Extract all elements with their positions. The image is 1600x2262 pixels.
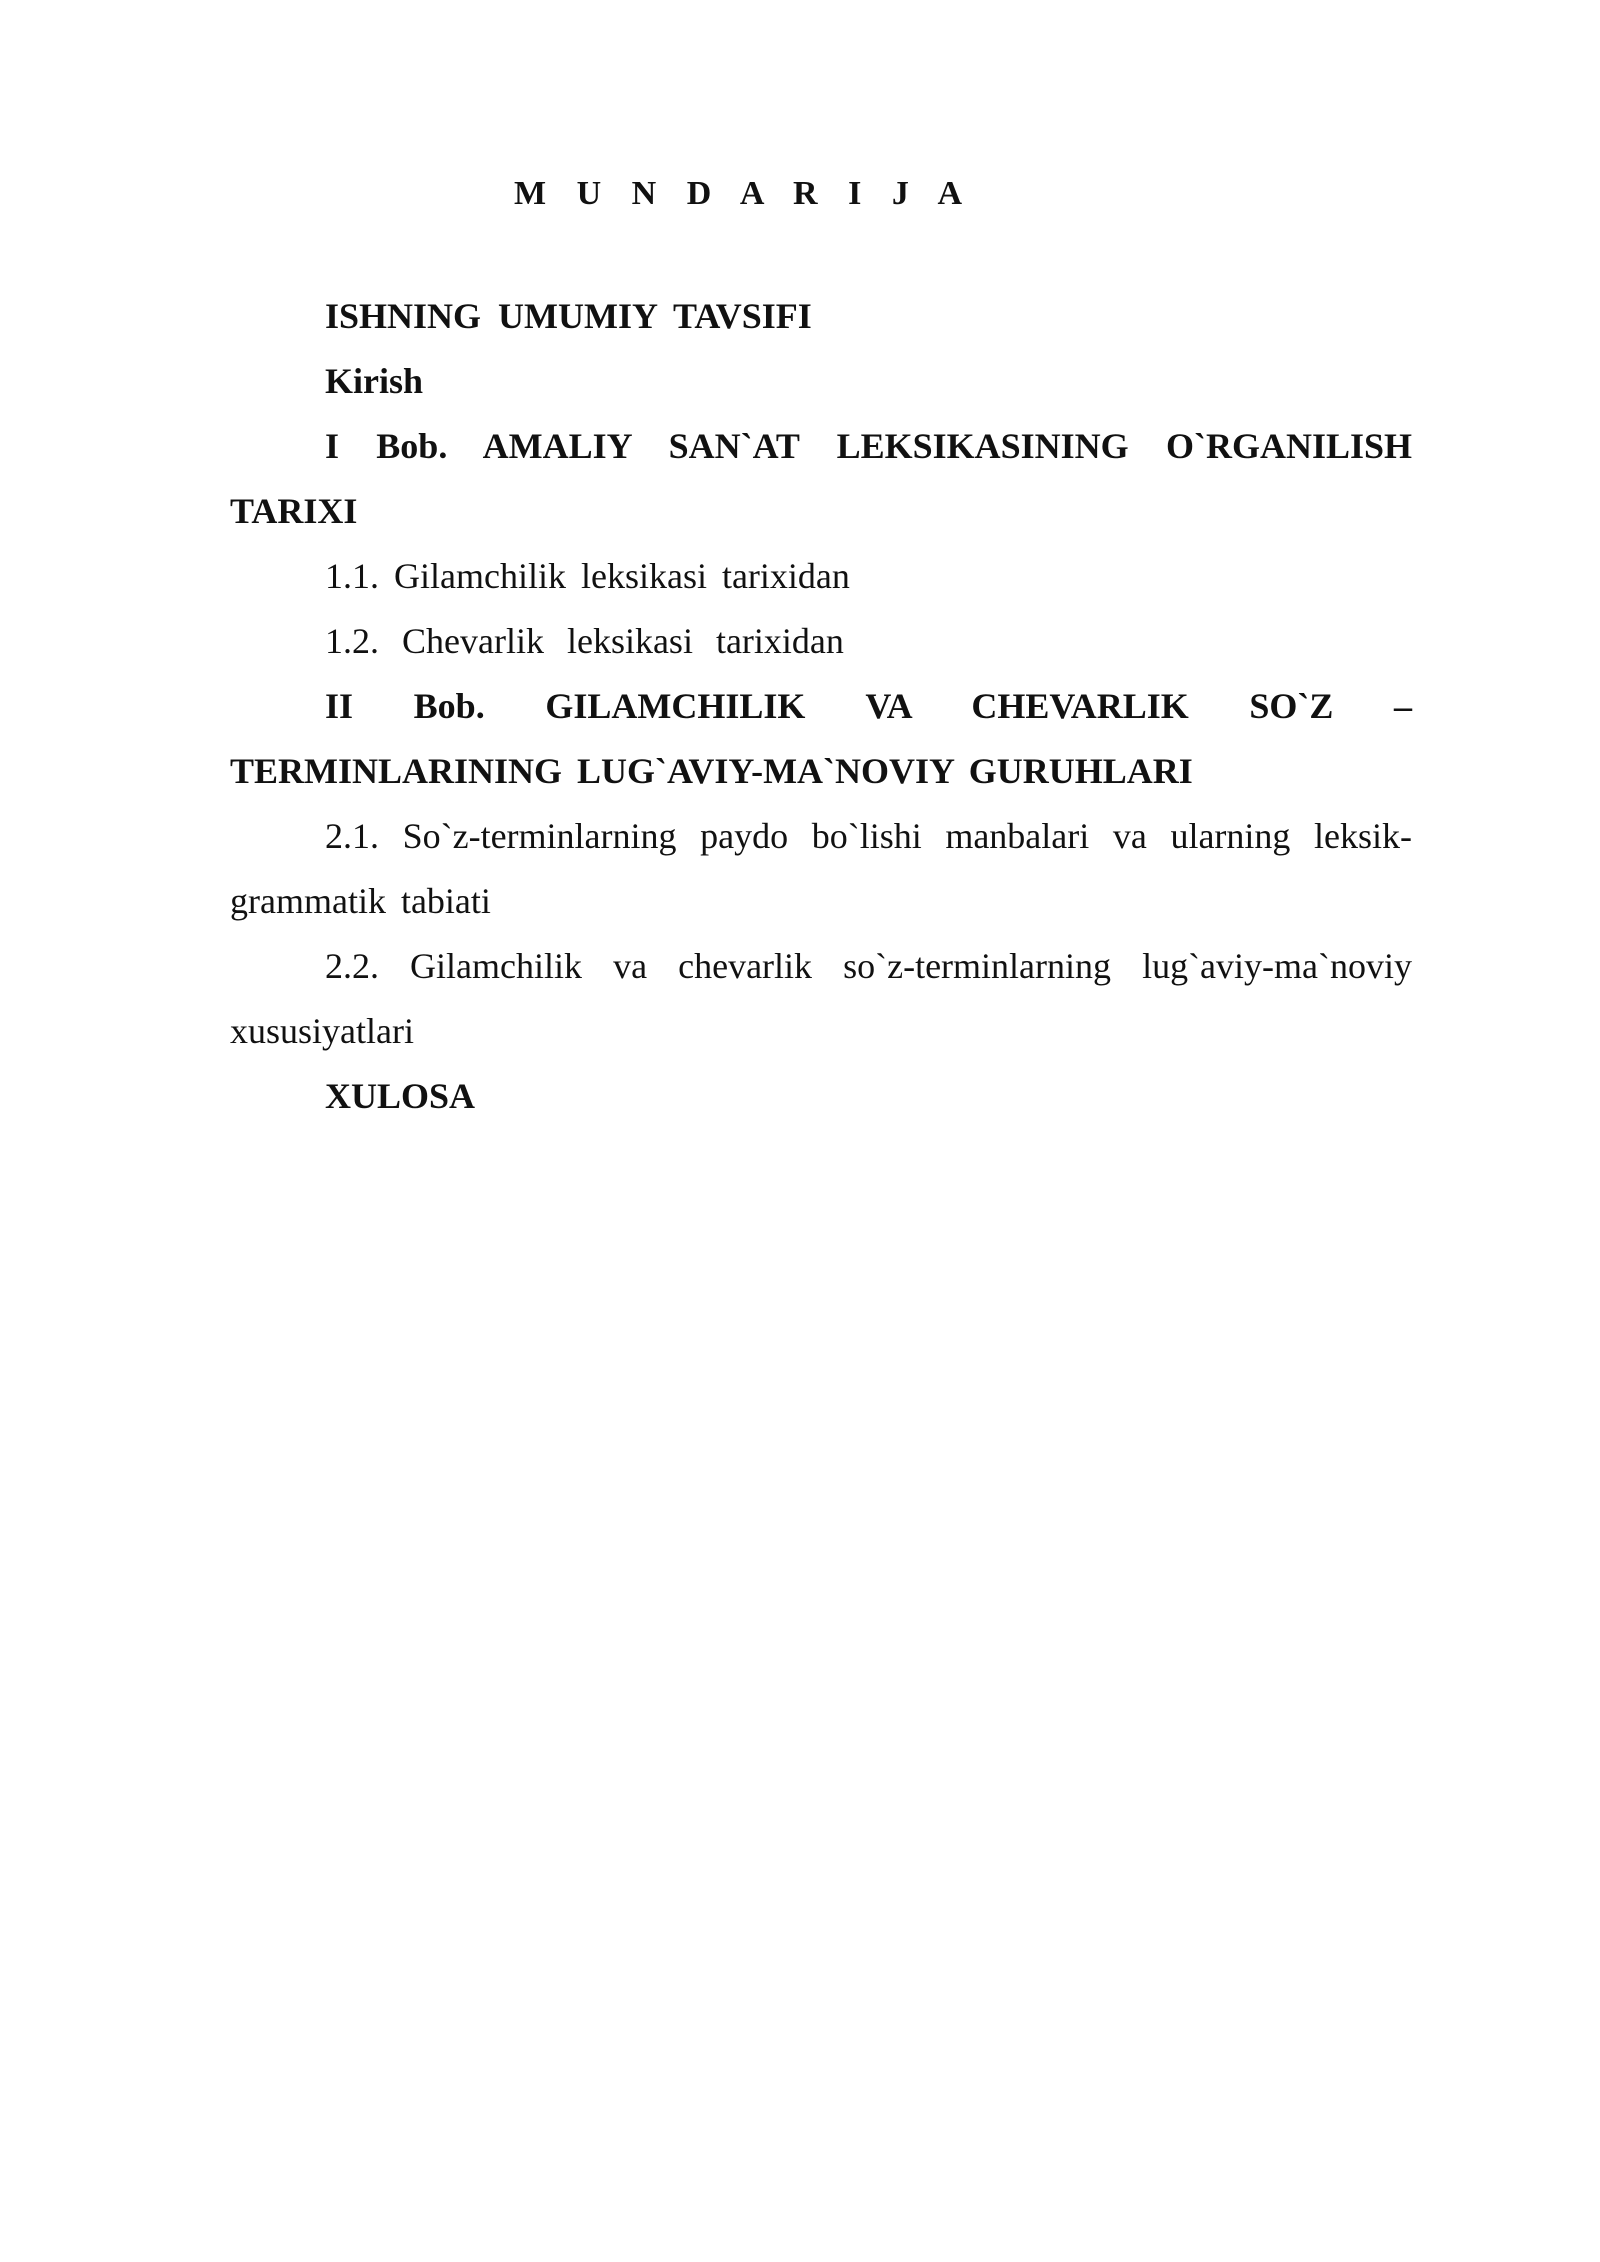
toc-entry-section-1-1: [230, 544, 1412, 609]
toc-entry-text: 1.1. Gilamchilik leksikasi tarixidan: [325, 556, 850, 596]
toc-entry-general-description: [230, 284, 1412, 349]
toc-entry-text: 2.1. So`z-terminlarning paydo bo`lishi manbalari va ularning leksik-grammatik tabiati: [230, 816, 1412, 921]
toc-entry-prefix: I Bob: [325, 426, 439, 466]
toc-entry-conclusion: [230, 1064, 1412, 1129]
toc-entry-section-2-1: [230, 804, 1412, 934]
toc-entry-chapter-1: [230, 414, 1412, 544]
toc-entry-introduction: [230, 349, 1412, 414]
table-of-contents: [230, 284, 1412, 1129]
toc-entry-text: 1.2. Chevarlik leksikasi tarixidan: [325, 621, 844, 661]
toc-title: M U N D A R I J A: [514, 175, 974, 212]
toc-entry-text: . GILAMCHILIK VA CHEVARLIK SO`Z – TERMINLARINING LUG`AVIY-MA`NOVIY GURUHLARI: [230, 686, 1412, 791]
toc-entry-text: . AMALIY SAN`AT LEKSIKASINING O`RGANILISH TARIXI: [230, 426, 1412, 531]
toc-entry-text: ISHNING UMUMIY TAVSIFI: [325, 296, 812, 336]
toc-entry-section-1-2: [230, 609, 1412, 674]
toc-entry-prefix: II Bob: [325, 686, 476, 726]
toc-entry-text: Kirish: [325, 361, 424, 401]
toc-entry-chapter-2: [230, 674, 1412, 804]
toc-entry-text: XULOSA: [325, 1076, 476, 1116]
toc-entry-text: 2.2. Gilamchilik va chevarlik so`z-terminlarning lug`aviy-ma`noviy xususiyatlari: [230, 946, 1412, 1051]
toc-entry-section-2-2: [230, 934, 1412, 1064]
